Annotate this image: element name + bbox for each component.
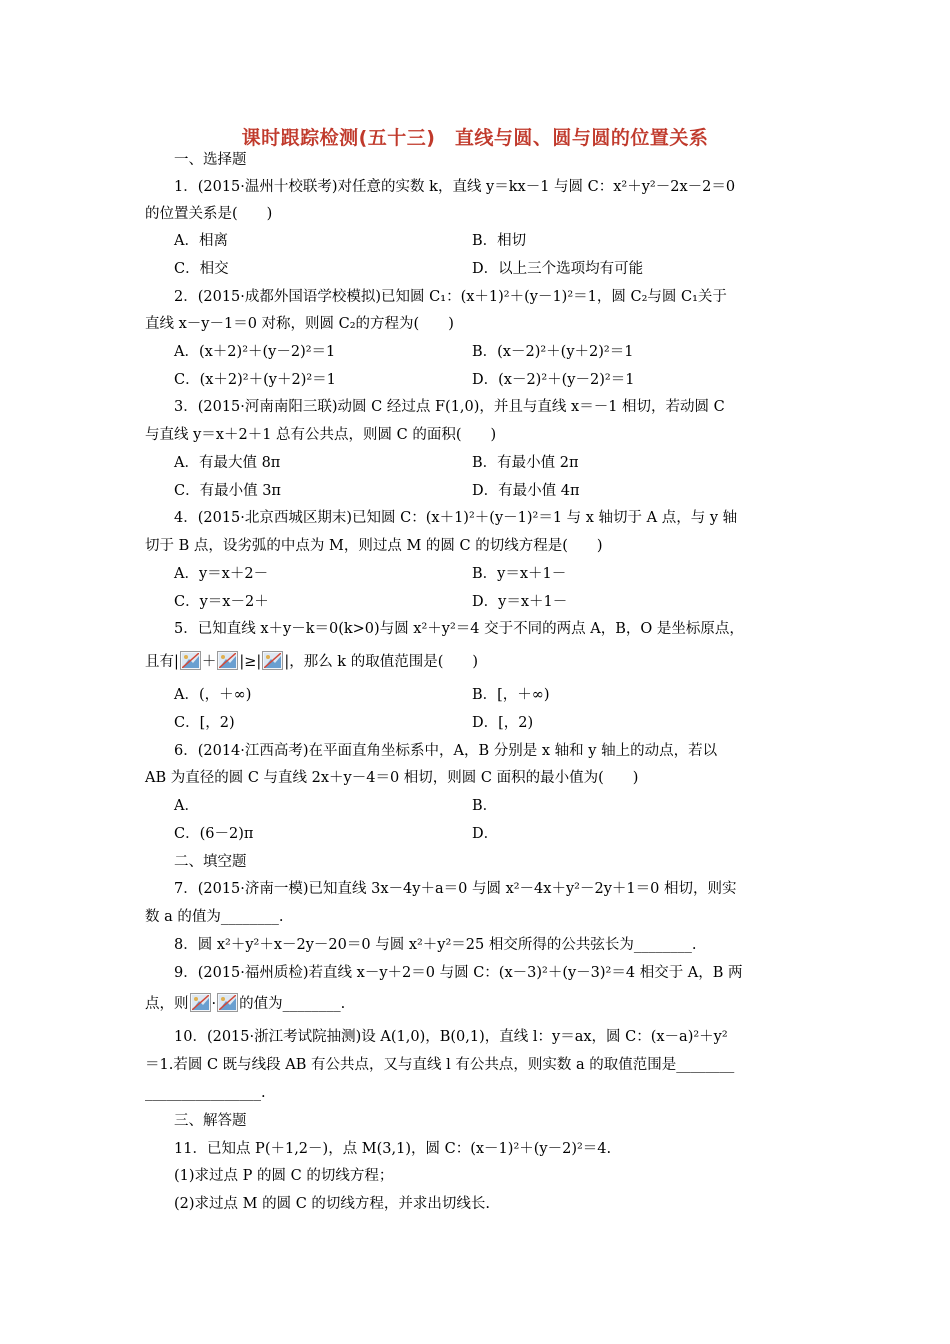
- question-4-line-1: 4．(2015·北京西城区期末)已知圆 C：(x＋1)²＋(y－1)²＝1 与 x 轴切于 A 点，与 y 轴: [174, 510, 738, 526]
- question-6-line-2: AB 为直径的圆 C 与直线 2x＋y－4＝0 相切，则圆 C 面积的最小值为( ): [145, 770, 639, 786]
- question-1-option-c: C．相交: [174, 261, 229, 277]
- question-4-option-b: B．y＝x＋1－: [472, 566, 567, 582]
- question-1-line-1: 1．(2015·温州十校联考)对任意的实数 k，直线 y＝kx－1 与圆 C：x²＋y²－2x－2＝0: [174, 179, 736, 195]
- question-2-option-b: B．(x－2)²＋(y＋2)²＝1: [472, 344, 634, 360]
- question-4-option-d: D．y＝x＋1－: [472, 594, 568, 610]
- question-5-text-d: |，那么 k 的取值范围是( ): [284, 654, 479, 670]
- question-3-option-b: B．有最小值 2π: [472, 455, 579, 471]
- question-2-option-c: C．(x＋2)²＋(y＋2)²＝1: [174, 372, 336, 388]
- question-4-option-a: A．y＝x＋2－: [174, 566, 269, 582]
- question-3-option-a: A．有最大值 8π: [174, 455, 281, 471]
- vector-image-placeholder-icon: [190, 993, 211, 1012]
- question-11-line-1: 11．已知点 P(＋1,2－)，点 M(3,1)，圆 C：(x－1)²＋(y－2)²＝4.: [174, 1141, 612, 1157]
- question-1-option-b: B．相切: [472, 233, 527, 249]
- question-9-line-1: 9．(2015·福州质检)若直线 x－y＋2＝0 与圆 C：(x－3)²＋(y－3)²＝4 相交于 A，B 两: [174, 965, 743, 981]
- vector-image-placeholder-icon: [180, 651, 201, 670]
- question-5-option-c: C．[，2): [174, 715, 235, 731]
- section-heading-fill: 二、填空题: [174, 854, 247, 870]
- question-5-text-a: 且有|: [145, 654, 179, 670]
- question-9-text-a: 点，则: [145, 996, 189, 1012]
- section-heading-choice: 一、选择题: [174, 152, 247, 168]
- question-10-line-3: ________________.: [145, 1085, 266, 1101]
- question-6-option-b: B．: [472, 798, 498, 814]
- question-5-text-b: ＋: [201, 654, 217, 670]
- question-4-line-2: 切于 B 点，设劣弧的中点为 M，则过点 M 的圆 C 的切线方程是( ): [145, 538, 603, 554]
- vector-image-placeholder-icon: [217, 651, 238, 670]
- question-5-line-1: 5．已知直线 x＋y－k＝0(k>0)与圆 x²＋y²＝4 交于不同的两点 A，B，O 是坐标原点，: [174, 621, 744, 637]
- question-5-line-2: [145, 651, 478, 672]
- question-10-line-2: ＝1.若圆 C 既与线段 AB 有公共点，又与直线 l 有公共点，则实数 a 的取值范围是________: [145, 1057, 735, 1073]
- question-3-option-c: C．有最小值 3π: [174, 483, 281, 499]
- question-9-text-b: ·: [211, 996, 217, 1012]
- question-6-option-c: C．(6－2)π: [174, 826, 254, 842]
- question-2-option-d: D．(x－2)²＋(y－2)²＝1: [472, 372, 635, 388]
- question-7-line-2: 数 a 的值为________.: [145, 909, 284, 925]
- page-title: 课时跟踪检测(五十三) 直线与圆、圆与圆的位置关系: [241, 127, 709, 149]
- question-2-line-2: 直线 x－y－1＝0 对称，则圆 C₂的方程为( ): [145, 316, 454, 332]
- question-3-line-2: 与直线 y＝x＋2＋1 总有公共点，则圆 C 的面积( ): [145, 427, 497, 443]
- question-9-text-c: 的值为________.: [239, 996, 346, 1012]
- question-11-part-1: (1)求过点 P 的圆 C 的切线方程；: [174, 1168, 394, 1184]
- vector-image-placeholder-icon: [262, 651, 283, 670]
- question-1-option-d: D．以上三个选项均有可能: [472, 261, 644, 277]
- question-6-line-1: 6．(2014·江西高考)在平面直角坐标系中，A，B 分别是 x 轴和 y 轴上的动点，若以: [174, 743, 718, 759]
- question-3-option-d: D．有最小值 4π: [472, 483, 580, 499]
- question-5-option-b: B．[，＋∞): [472, 687, 550, 703]
- question-8-line-1: 8．圆 x²＋y²＋x－2y－20＝0 与圆 x²＋y²＝25 相交所得的公共弦长为________.: [174, 937, 697, 953]
- question-9-line-2: [145, 993, 345, 1014]
- section-heading-answer: 三、解答题: [174, 1113, 247, 1129]
- question-3-line-1: 3．(2015·河南南阳三联)动圆 C 经过点 F(1,0)，并且与直线 x＝－1 相切，若动圆 C: [174, 399, 725, 415]
- question-5-text-c: |≥|: [239, 654, 262, 670]
- question-10-line-1: 10．(2015·浙江考试院抽测)设 A(1,0)，B(0,1)，直线 l：y＝ax，圆 C：(x－a)²＋y²: [174, 1029, 728, 1045]
- question-2-option-a: A．(x＋2)²＋(y－2)²＝1: [174, 344, 336, 360]
- question-4-option-c: C．y＝x－2＋: [174, 594, 269, 610]
- vector-image-placeholder-icon: [217, 993, 238, 1012]
- question-1-line-2: 的位置关系是( ): [145, 206, 273, 222]
- question-7-line-1: 7．(2015·济南一模)已知直线 3x－4y＋a＝0 与圆 x²－4x＋y²－2y＋1＝0 相切，则实: [174, 881, 737, 897]
- question-11-part-2: (2)求过点 M 的圆 C 的切线方程，并求出切线长.: [174, 1196, 491, 1212]
- question-5-option-a: A．(，＋∞): [174, 687, 252, 703]
- question-1-option-a: A．相离: [174, 233, 228, 249]
- question-5-option-d: D．[，2): [472, 715, 534, 731]
- question-2-line-1: 2．(2015·成都外国语学校模拟)已知圆 C₁：(x＋1)²＋(y－1)²＝1，圆 C₂与圆 C₁关于: [174, 289, 727, 305]
- question-6-option-d: D．: [472, 826, 499, 842]
- question-6-option-a: A．: [174, 798, 199, 814]
